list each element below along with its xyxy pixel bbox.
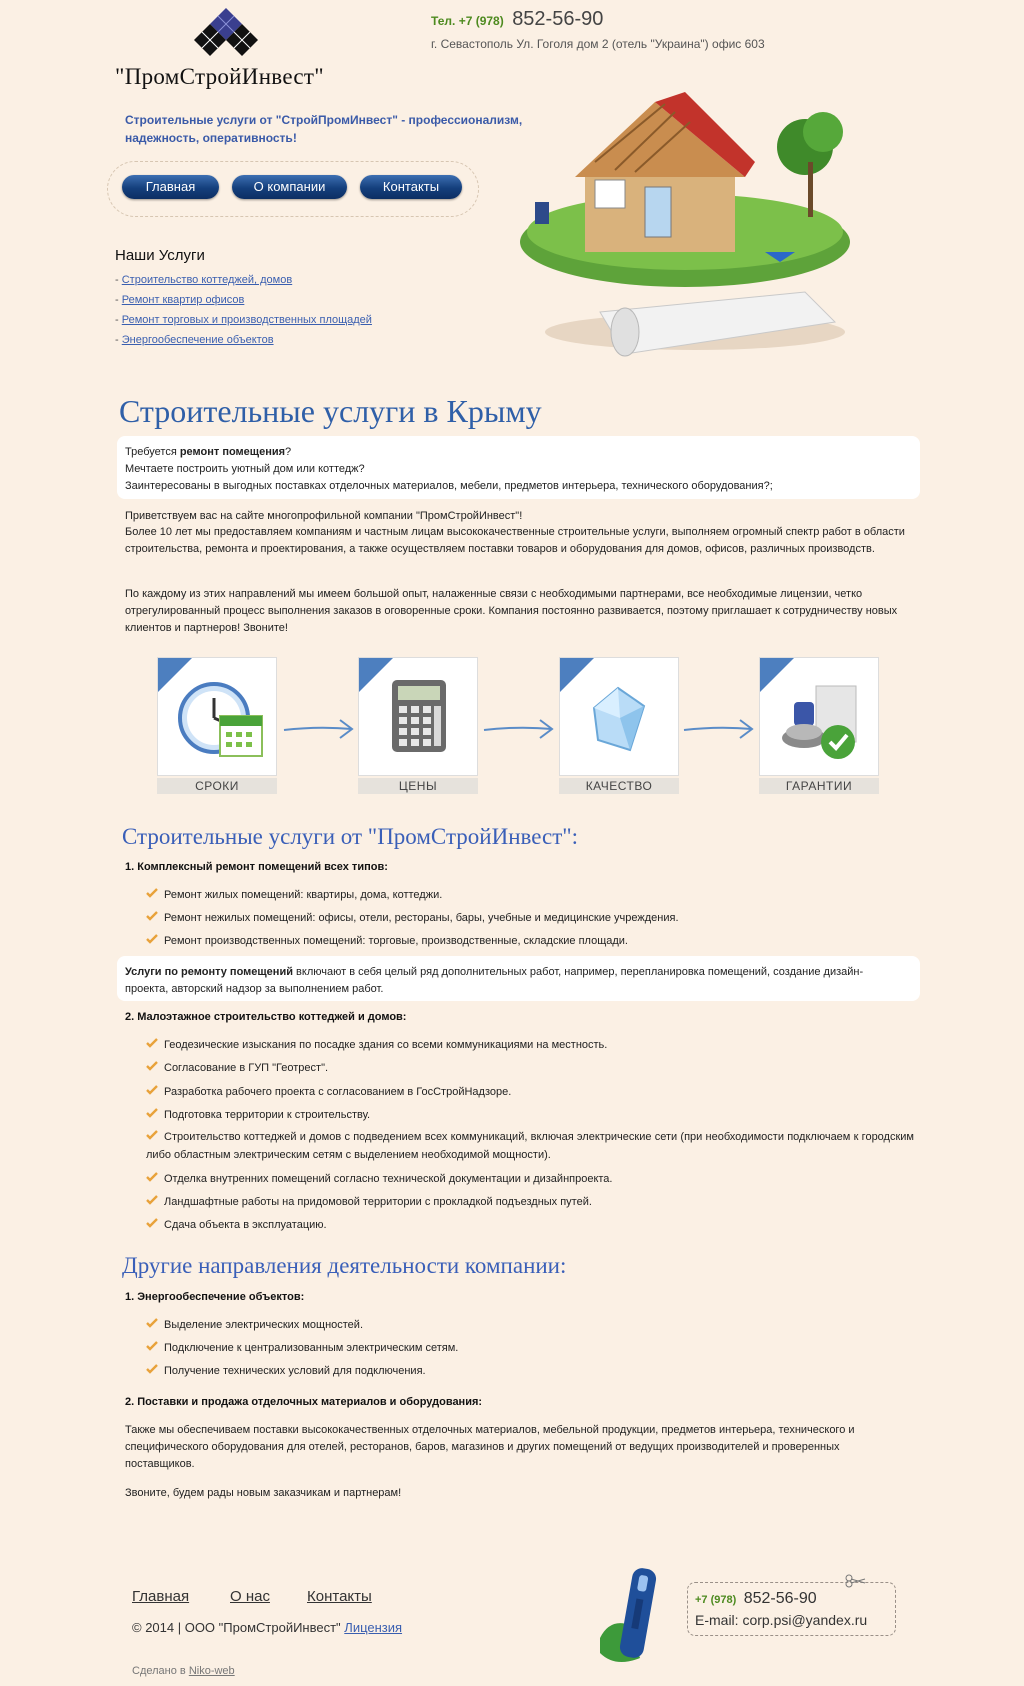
intro-line-3: Заинтересованы в выгодных поставках отделочных материалов, мебели, предметов интерьера, технического оборудования?; (125, 480, 773, 492)
note-bold: Услуги по ремонту помещений (125, 966, 293, 978)
group-title: 1. Энергообеспечение объектов: (125, 1291, 305, 1303)
feature-label: КАЧЕСТВО (559, 778, 679, 794)
made-by-link[interactable]: Niko-web (188, 1665, 235, 1677)
page-title: Строительные услуги в Крыму (119, 393, 542, 429)
list-item: Получение технических условий для подключения. (146, 1364, 426, 1377)
intro-line-2: Мечтаете построить уютный дом или коттедж? (125, 463, 365, 475)
list-item: Ландшафтные работы на придомовой территории с прокладкой подъездных путей. (146, 1195, 592, 1208)
nav-home-button[interactable]: Главная (122, 175, 219, 199)
tagline: Строительные услуги от "СтройПромИнвест" - профессионализм, надежность, оперативность! (125, 113, 523, 145)
logo-text[interactable]: "ПромСтройИнвест" (115, 64, 324, 89)
other-section-title: Другие направления деятельности компании: (122, 1253, 567, 1278)
services-title: Наши Услуги (115, 247, 205, 264)
supply-paragraph: Также мы обеспечиваем поставки высококачественных отделочных материалов, мебельной продукции, предметов интерьера, технического и специфического оборудования для отелей, ресторанов, баров, магазинов и других помещений от ведущих производителей и проверенных поставщиков. (125, 1424, 855, 1470)
phone-prefix: Тел. +7 (978) (431, 14, 504, 28)
experience-paragraph: По каждому из этих направлений мы имеем большой опыт, налаженные связи с необходимыми партнерами, все необходимые лицензии, четко отрегулированный процесс выполнения заказов в оговоренные сроки. Компания постоянно развивается, поэтому приглашает к сотрудничеству новых клиентов и партнеров! Звоните! (125, 588, 898, 634)
arrow-right-icon (682, 717, 756, 741)
footer-phone-prefix: +7 (978) (695, 1594, 737, 1606)
intro-line-1: Требуется ремонт помещения? (125, 446, 292, 458)
license-link[interactable]: Лицензия (344, 1620, 403, 1635)
service-link: - Энергообеспечение объектов (115, 334, 274, 346)
footer-phone (695, 1590, 817, 1608)
made-by: Сделано в Niko-web (132, 1665, 235, 1677)
welcome-line: Приветствуем вас на сайте многопрофильной компании "ПромСтройИнвест"! (125, 510, 523, 522)
check-icon (146, 1130, 158, 1140)
main-nav (107, 161, 479, 217)
check-icon (146, 1038, 158, 1048)
list-item: Согласование в ГУП "Геотрест". (146, 1061, 328, 1074)
footer-about-link[interactable]: О нас (230, 1588, 270, 1605)
check-icon (146, 911, 158, 921)
group-title: 1. Комплексный ремонт помещений всех типов: (125, 861, 388, 873)
footer-email: E-mail: corp.psi@yandex.ru (695, 1612, 868, 1628)
scissors-icon (845, 1574, 867, 1588)
check-icon (146, 1195, 158, 1205)
service-link-text[interactable]: Строительство коттеджей, домов (121, 274, 293, 286)
intro-bold: ремонт помещения (179, 446, 286, 458)
closing-text: Звоните, будем рады новым заказчикам и партнерам! (125, 1487, 402, 1499)
footer-contact-box (687, 1582, 896, 1636)
feature-guarantees (759, 657, 879, 794)
group-title: 2. Поставки и продажа отделочных материалов и оборудования: (125, 1396, 483, 1408)
check-icon (146, 1318, 158, 1328)
check-icon (146, 1341, 158, 1351)
list-item: Ремонт производственных помещений: торговые, производственные, складские площади. (146, 934, 628, 947)
list-item: Строительство коттеджей и домов с подведением всех коммуникаций, включая электрические сети (при необходимости подключаем к городским либо областным электрическим сетям с выделением необходимой мощности). (146, 1131, 914, 1161)
list-item: Выделение электрических мощностей. (146, 1318, 363, 1331)
feature-label: ГАРАНТИИ (759, 778, 879, 794)
feature-prices (358, 657, 478, 794)
list-item: Ремонт жилых помещений: квартиры, дома, коттеджи. (146, 888, 442, 901)
service-link: - Ремонт квартир офисов (115, 294, 245, 306)
check-icon (146, 1218, 158, 1228)
check-icon (146, 1085, 158, 1095)
list-item: Ремонт нежилых помещений: офисы, отели, рестораны, бары, учебные и медицинские учреждения. (146, 911, 679, 924)
feature-label: СРОКИ (157, 778, 277, 794)
check-icon (146, 1172, 158, 1182)
list-item: Сдача объекта в эксплуатацию. (146, 1218, 327, 1231)
house-construction-illustration (505, 92, 905, 362)
check-icon (146, 1108, 158, 1118)
copyright: © 2014 | ООО "ПромСтройИнвест" Лицензия (132, 1620, 403, 1635)
arrow-right-icon (482, 717, 556, 741)
arrow-right-icon (282, 717, 356, 741)
check-icon (146, 888, 158, 898)
service-link: - Строительство коттеджей, домов (115, 274, 293, 286)
footer-home-link[interactable]: Главная (132, 1588, 190, 1605)
logo-diamond-icon[interactable] (190, 8, 262, 62)
service-link-text[interactable]: Ремонт квартир офисов (121, 294, 245, 306)
check-icon (146, 1061, 158, 1071)
check-icon (146, 1364, 158, 1374)
address: г. Севастополь Ул. Гоголя дом 2 (отель "Украина") офис 603 (431, 37, 765, 51)
list-item: Геодезические изыскания по посадке здания со всеми коммуникациями на местность. (146, 1038, 607, 1051)
service-link-text[interactable]: Энергообеспечение объектов (121, 334, 274, 346)
footer-contacts-link[interactable]: Контакты (307, 1588, 372, 1605)
list-item: Подготовка территории к строительству. (146, 1108, 370, 1121)
service-link: - Ремонт торговых и производственных площадей (115, 314, 372, 326)
feature-label: ЦЕНЫ (358, 778, 478, 794)
service-link-text[interactable]: Ремонт торговых и производственных площадей (121, 314, 372, 326)
list-item: Подключение к централизованным электрическим сетям. (146, 1341, 458, 1354)
nav-about-button[interactable]: О компании (232, 175, 347, 199)
list-item: Разработка рабочего проекта с согласованием в ГосСтройНадзоре. (146, 1085, 511, 1098)
group-title: 2. Малоэтажное строительство коттеджей и домов: (125, 1011, 407, 1023)
feature-quality (559, 657, 679, 794)
list-item: Отделка внутренних помещений согласно технической документации и дизайнпроекта. (146, 1172, 612, 1185)
check-icon (146, 934, 158, 944)
phone-number: 852-56-90 (512, 8, 604, 30)
phone-handset-icon (590, 1563, 670, 1673)
feature-deadlines (157, 657, 277, 794)
footer-phone-number: 852-56-90 (743, 1590, 817, 1607)
welcome-paragraph: Более 10 лет мы предоставляем компаниям и частным лицам высококачественные строительные услуги, выполняем огромный спектр работ в области строительства, ремонта и проектирования, а также осуществляем поставки товаров и оборудования для домов, офисов, различных производств. (125, 526, 905, 555)
nav-contacts-button[interactable]: Контакты (360, 175, 462, 199)
note-text: Услуги по ремонту помещений включают в себя целый ряд дополнительных работ, например, перепланировка помещений, создание дизайн-проекта, авторский надзор за выполнением работ. (125, 966, 864, 995)
services-section-title: Строительные услуги от "ПромСтройИнвест": (122, 824, 579, 849)
header-phone (431, 8, 603, 31)
